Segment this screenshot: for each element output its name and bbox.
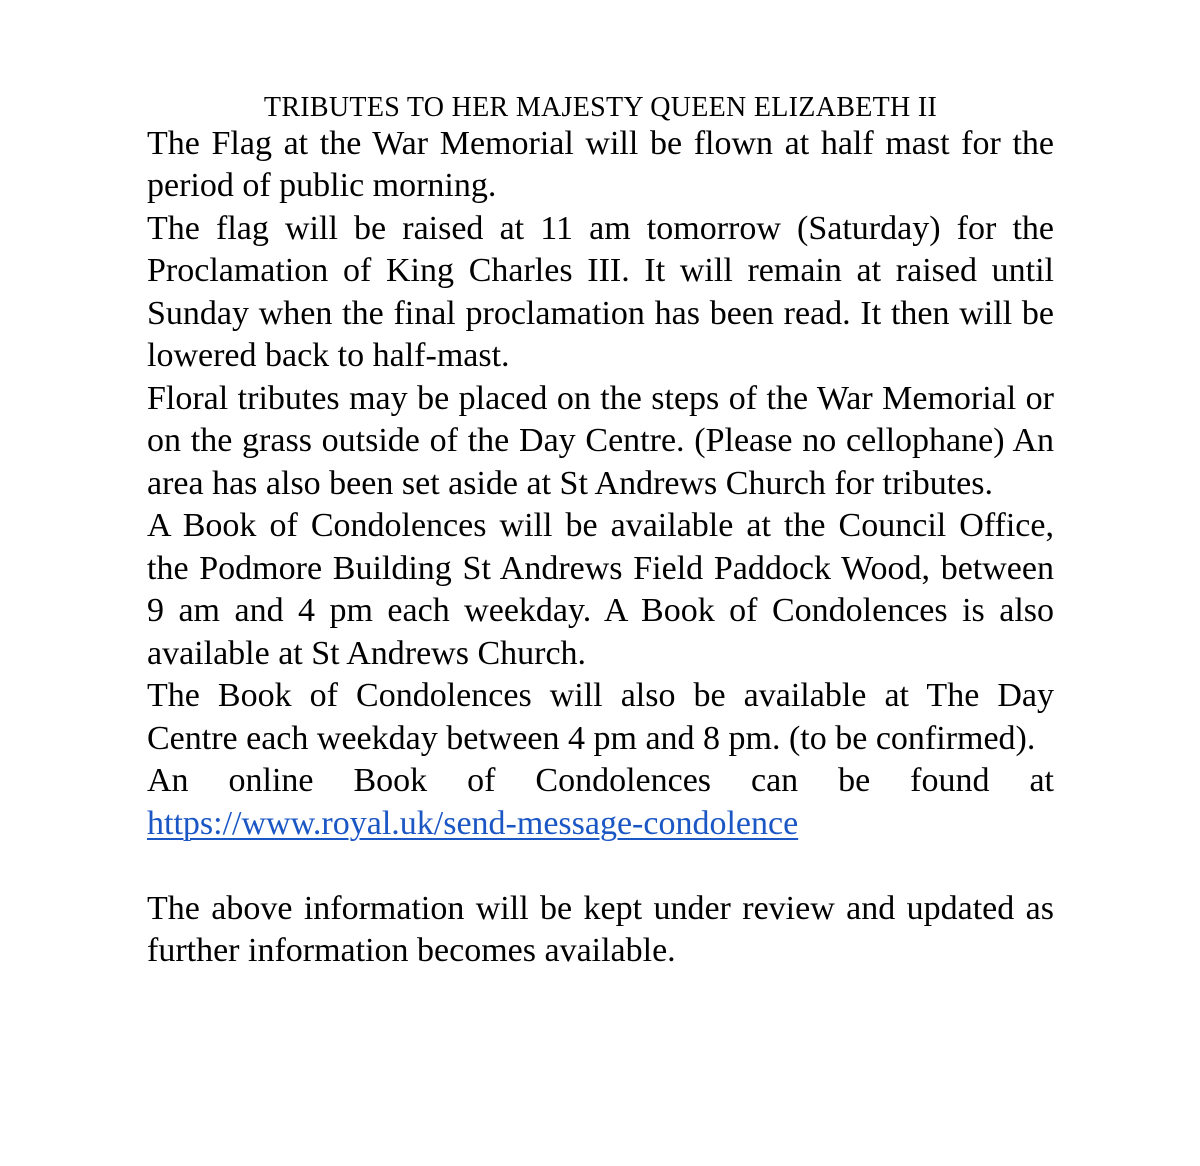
notice-title: TRIBUTES TO HER MAJESTY QUEEN ELIZABETH II — [263, 92, 938, 123]
paragraph-book-day-centre: The Book of Condolences will also be available at The Day Centre each weekday between 4 pm and 8 pm. (to be confirmed). — [147, 677, 1054, 757]
paragraph-flag-half-mast: The Flag at the War Memorial will be flown at half mast for the period of public morning. — [147, 124, 1054, 204]
notice-document — [147, 80, 1054, 973]
paragraph-flag-raised: The flag will be raised at 11 am tomorrow (Saturday) for the Proclamation of King Charles III. It will remain at raised until Sunday when the final proclamation has been read. It then will be lowered back to half-mast. — [147, 209, 1054, 374]
paragraph-book-council: A Book of Condolences will be available at the Council Office, the Podmore Building St Andrews Field Paddock Wood, between 9 am and 4 pm each weekday. A Book of Condolences is also available at St Andrews Church. — [147, 507, 1054, 672]
blank-line — [147, 845, 1054, 888]
online-book-intro: An online Book of Condolences can be found at — [147, 762, 1054, 799]
paragraph-floral-tributes: Floral tributes may be placed on the steps of the War Memorial or on the grass outside of the Day Centre. (Please no cellophane) An area has also been set aside at St Andrews Church for tributes. — [147, 379, 1054, 502]
paragraph-online-book — [147, 760, 1054, 845]
condolence-link[interactable]: https://www.royal.uk/send-message-condolence — [147, 804, 799, 842]
paragraph-review: The above information will be kept under review and updated as further information becomes available. — [147, 889, 1054, 969]
